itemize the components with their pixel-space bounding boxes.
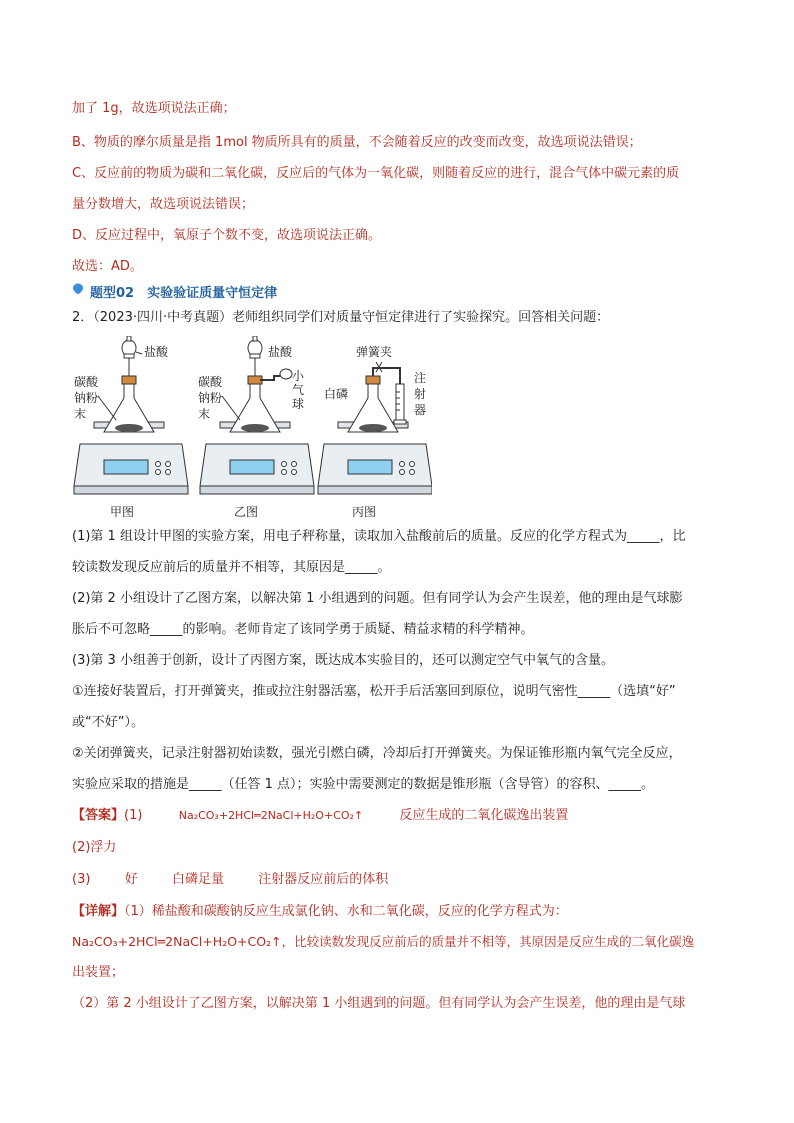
label-bing-right-3: 器: [414, 403, 427, 417]
detail-line-3: 出装置；: [72, 965, 125, 980]
label-yi-left-1: 碳酸: [198, 375, 223, 389]
label-yi-right-2: 气: [292, 383, 305, 397]
question-part1-line1: (1)第 1 组设计甲图的实验方案，用电子秤称量，读取加入盐酸前后的质量。反应的化学方程式为_____，比: [72, 529, 686, 544]
label-jia-hcl: 盐酸: [144, 345, 169, 359]
detail-text-1: （1）稀盐酸和碳酸钠反应生成氯化钠、水和二氧化碳，反应的化学方程式为：: [124, 904, 568, 919]
question-part3-sub2-line2: 实验应采取的措施是_____（任答 1 点）；实验中需要测定的数据是锥形瓶（含导管）的容积、_____。: [72, 777, 655, 792]
experiment-figure: [72, 336, 432, 522]
question-part3-sub1-line1: ①连接好装置后，打开弹簧夹，推或拉注射器活塞，松开手后活塞回到原位，说明气密性_____（选填“好”: [72, 684, 676, 699]
answer-3-value-3: 注射器反应前后的体积: [258, 872, 389, 887]
answer-tag: 【答案】: [72, 808, 125, 823]
label-bing-clip: 弹簧夹: [356, 345, 393, 359]
question-part2-line2: 胀后不可忽略_____的影响。老师肯定了该同学勇于质疑、精益求精的科学精神。: [72, 622, 534, 637]
label-yi-left-3: 末: [198, 407, 211, 421]
label-jia-left-2: 钠粉: [74, 391, 99, 405]
answer-3-value-1: 好: [124, 872, 138, 887]
detail-line-2: Na₂CO₃+2HCl═2NaCl+H₂O+CO₂↑，比较读数发现反应前后的质量并不相等，其原因是反应生成的二氧化碳逸: [72, 934, 695, 949]
label-bing-right-1: 注: [414, 371, 427, 385]
question-stem: 2．（2023·四川·中考真题）老师组织同学们对质量守恒定律进行了实验探究。回答相关问题：: [72, 310, 610, 325]
label-yi-right-1: 小: [292, 369, 305, 383]
detail-line-1: [72, 902, 568, 922]
answer-3-num: (3): [72, 872, 91, 887]
caption-bing: 丙图: [352, 505, 377, 519]
question-part3: (3)第 3 小组善于创新，设计了丙图方案，既达成本实验目的，还可以测定空气中氧气的含量。: [72, 653, 614, 668]
prev-answer-line-2: B、物质的摩尔质量是指 1mol 物质所具有的质量，不会随着反应的改变而改变，故选项说法错误；: [72, 135, 642, 150]
label-jia-left-1: 碳酸: [74, 375, 99, 389]
section-title: 题型02 实验验证质量守恒定律: [90, 286, 278, 301]
scale-jia: [74, 336, 188, 494]
label-jia-left-3: 末: [74, 407, 87, 421]
prev-answer-line-1: 加了 1g，故选项说法正确；: [72, 101, 236, 116]
prev-answer-line-5: D、反应过程中，氧原子个数不变，故选项说法正确。: [72, 228, 382, 243]
answer-line-3: [72, 870, 388, 890]
answer-line-1: [72, 806, 568, 826]
prev-answer-line-6: 故选：AD。: [72, 259, 143, 274]
prev-answer-line-3: C、反应前的物质为碳和二氧化碳，反应后的气体为一氧化碳，则随着反应的进行，混合气体中碳元素的质: [72, 166, 680, 181]
question-part1-line2: 较读数发现反应前后的质量并不相等，其原因是_____。: [72, 560, 391, 575]
location-pin-icon: [72, 283, 84, 295]
label-yi-hcl: 盐酸: [268, 345, 293, 359]
prev-answer-line-4: 量分数增大，故选项说法错误；: [72, 197, 255, 212]
question-part3-sub2-line1: ②关闭弹簧夹，记录注射器初始读数，强光引燃白磷，冷却后打开弹簧夹。为保证锥形瓶内氧气完全反应，: [72, 746, 682, 761]
label-bing-left: 白磷: [324, 387, 349, 401]
answer-1-reason: 反应生成的二氧化碳逸出装置: [399, 808, 569, 823]
answer-3-value-2: 白磷足量: [172, 872, 225, 887]
label-bing-right-2: 射: [414, 387, 427, 401]
question-part3-sub1-line2: 或“不好”）。: [72, 715, 144, 730]
detail-line-4: （2）第 2 小组设计了乙图方案，以解决第 1 小组遇到的问题。但有同学认为会产生误差，他的理由是气球: [72, 996, 686, 1011]
caption-jia: 甲图: [110, 505, 135, 519]
scale-yi: [200, 336, 314, 494]
label-yi-left-2: 钠粉: [198, 391, 223, 405]
answer-line-2: (2)浮力: [72, 840, 117, 855]
label-yi-right-3: 球: [292, 397, 305, 411]
answer-1-num: (1): [124, 808, 143, 823]
detail-tag: 【详解】: [72, 904, 125, 919]
answer-1-equation: Na₂CO₃+2HCl═2NaCl+H₂O+CO₂↑: [178, 809, 364, 822]
question-part2-line1: (2)第 2 小组设计了乙图方案，以解决第 1 小组遇到的问题。但有同学认为会产生误差，他的理由是气球膨: [72, 591, 683, 606]
caption-yi: 乙图: [234, 505, 259, 519]
